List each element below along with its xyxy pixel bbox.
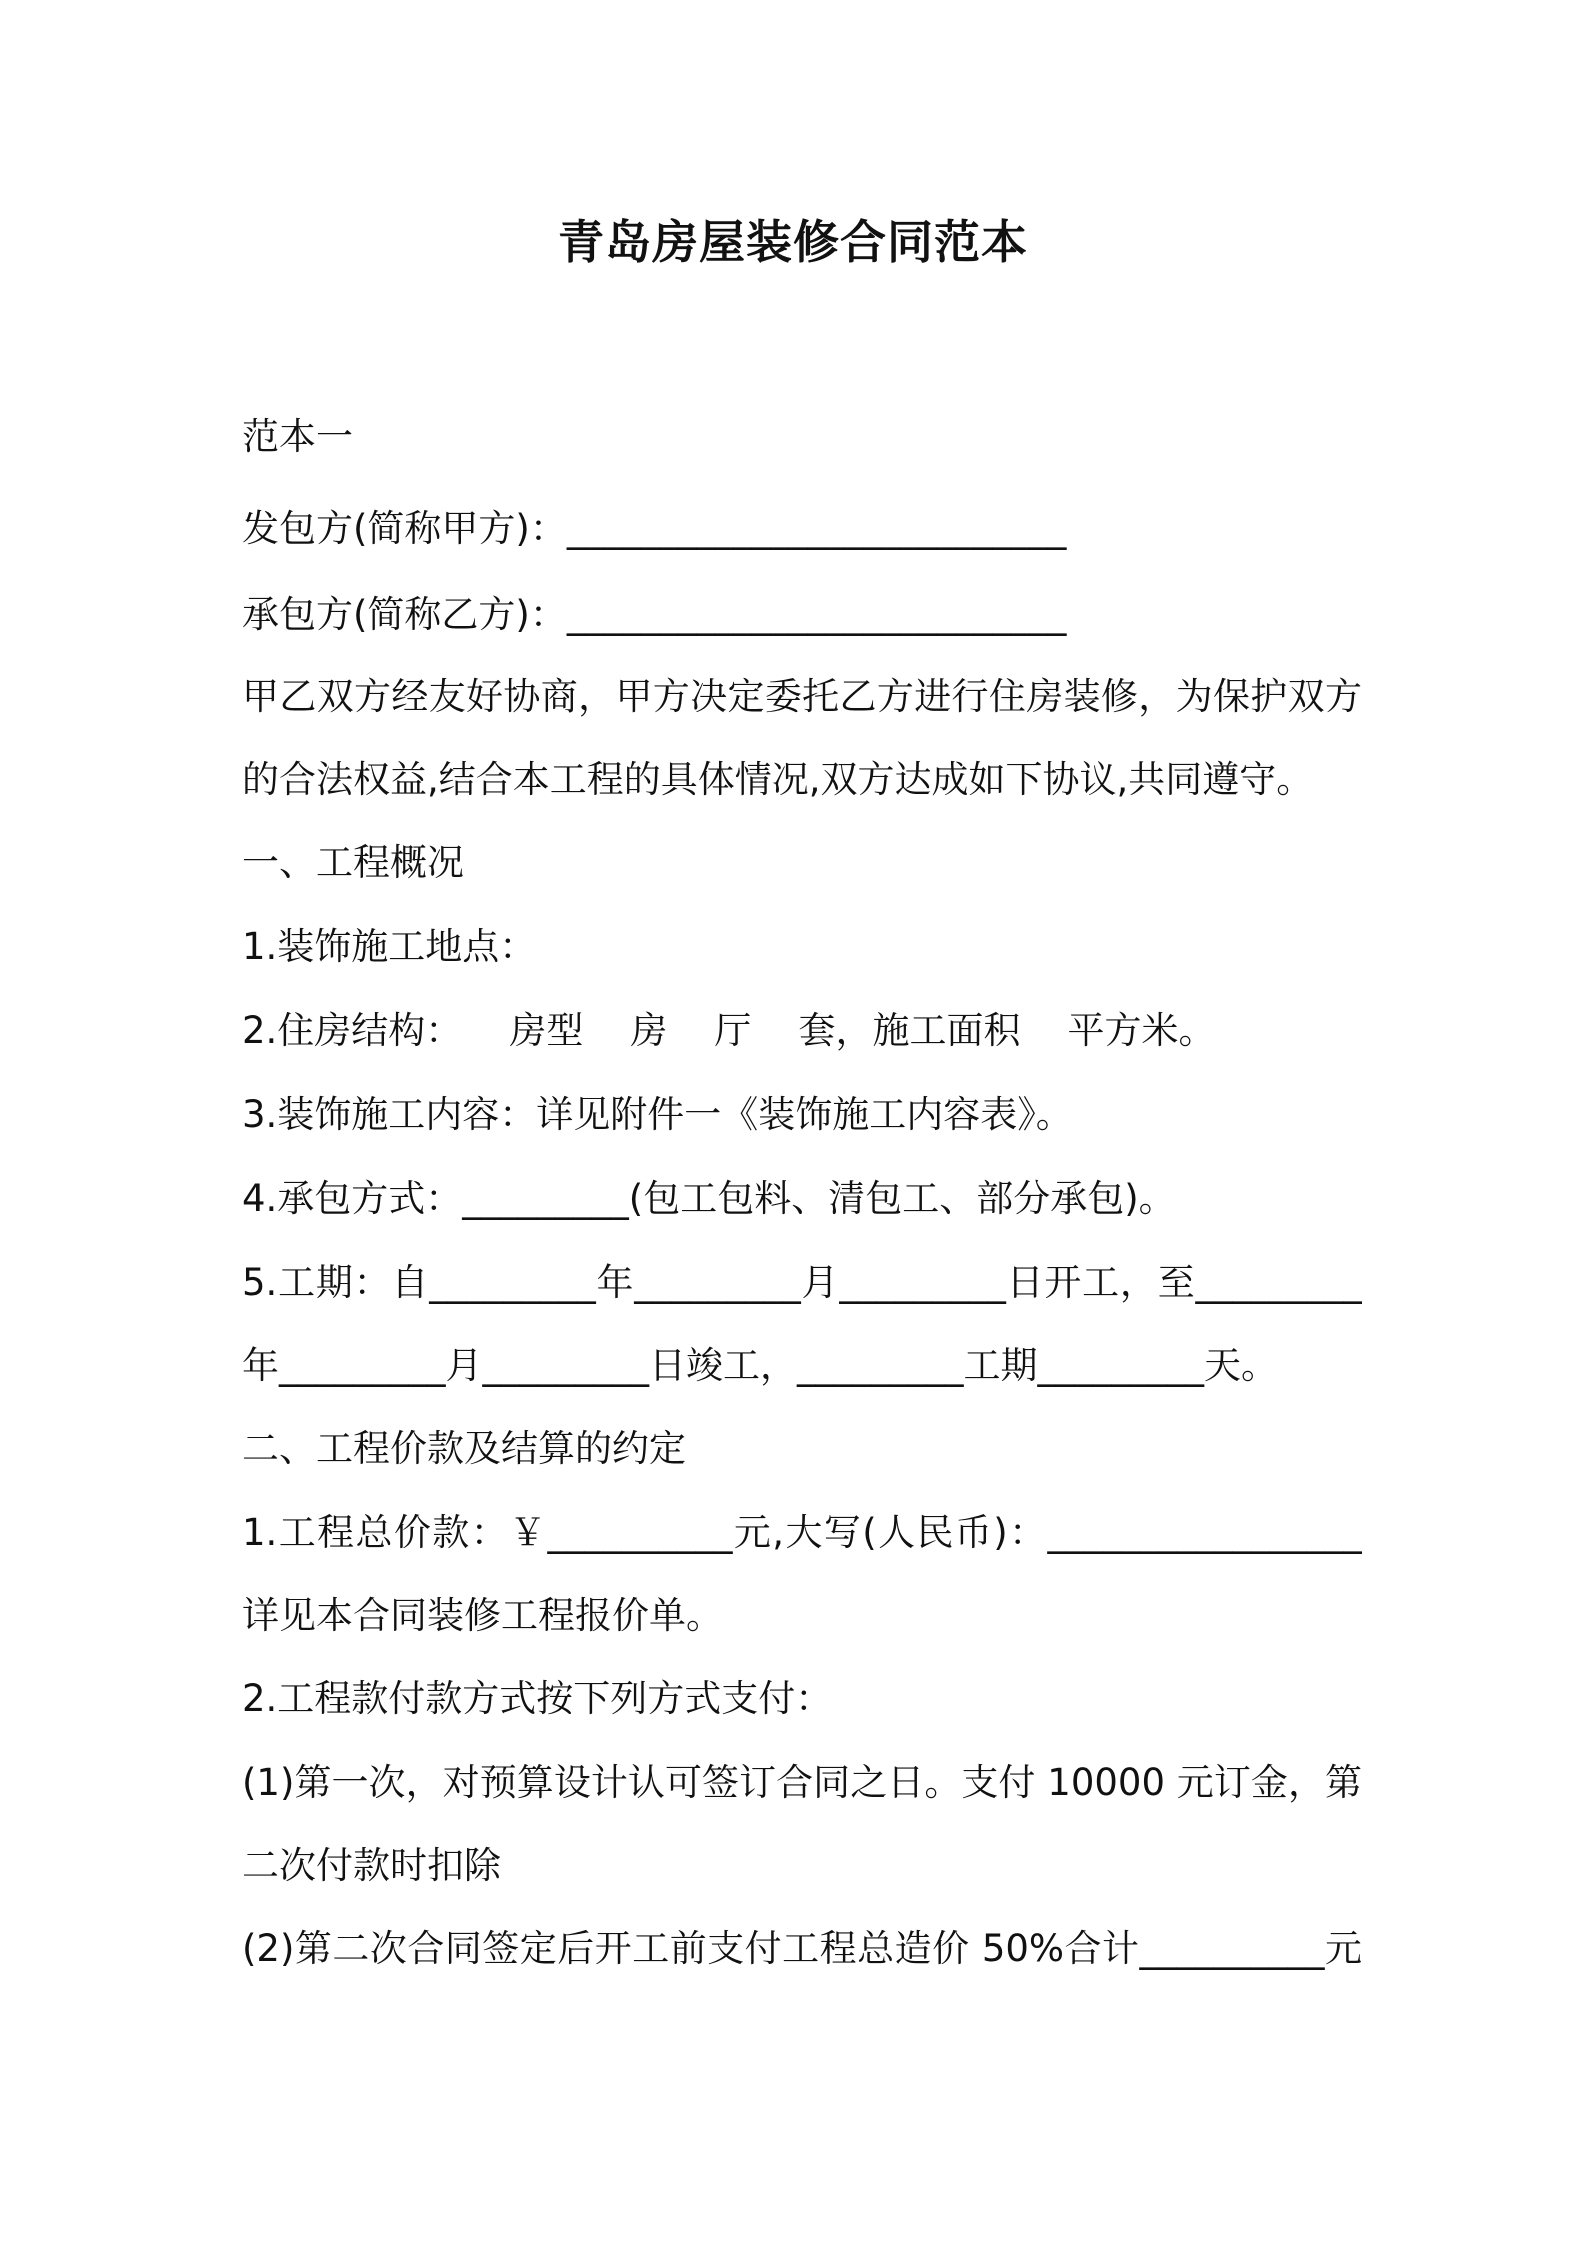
preamble-line-1: 甲乙双方经友好协商，甲方决定委托乙方进行住房装修，为保护双方 (242, 675, 1362, 718)
payment-2-line-1: (2)第二次合同签定后开工前支付工程总造价 50%合计__________元 (242, 1927, 1362, 1970)
clause-1-3: 3.装饰施工内容：详见附件一《装饰施工内容表》。 (242, 1093, 1073, 1136)
clause-2-1-line-1: 1.工程总价款：￥__________元,大写(人民币)：_________________ (242, 1511, 1362, 1554)
payment-1-line-2: 二次付款时扣除 (242, 1844, 501, 1887)
section-2-heading: 二、工程价款及结算的约定 (242, 1427, 686, 1470)
clause-2-1-line-2: 详见本合同装修工程报价单。 (242, 1594, 723, 1637)
clause-1-2: 2.住房结构： 房型 房 厅 套，施工面积 平方米。 (242, 1009, 1216, 1052)
section-1-heading: 一、工程概况 (242, 841, 464, 884)
clause-1-4: 4.承包方式：_________(包工包料、清包工、部分承包)。 (242, 1177, 1176, 1220)
sample-heading: 范本一 (242, 415, 353, 458)
payment-1-line-1: (1)第一次，对预算设计认可签订合同之日。支付 10000 元订金，第 (242, 1761, 1362, 1804)
clause-1-5-line-2: 年_________月_________日竣工，_________工期_________天。 (242, 1344, 1278, 1387)
preamble-line-2: 的合法权益,结合本工程的具体情况,双方达成如下协议,共同遵守。 (242, 758, 1314, 801)
clause-2-2: 2.工程款付款方式按下列方式支付： (242, 1677, 833, 1720)
document-title: 青岛房屋装修合同范本 (558, 215, 1028, 269)
clause-1-5-line-1: 5.工期：自_________年_________月_________日开工，至_________ (242, 1261, 1362, 1304)
party-b-line: 承包方(简称乙方)：___________________________ (242, 593, 1067, 636)
party-a-line: 发包方(简称甲方)：___________________________ (242, 507, 1067, 550)
clause-1-1: 1.装饰施工地点： (242, 925, 537, 968)
